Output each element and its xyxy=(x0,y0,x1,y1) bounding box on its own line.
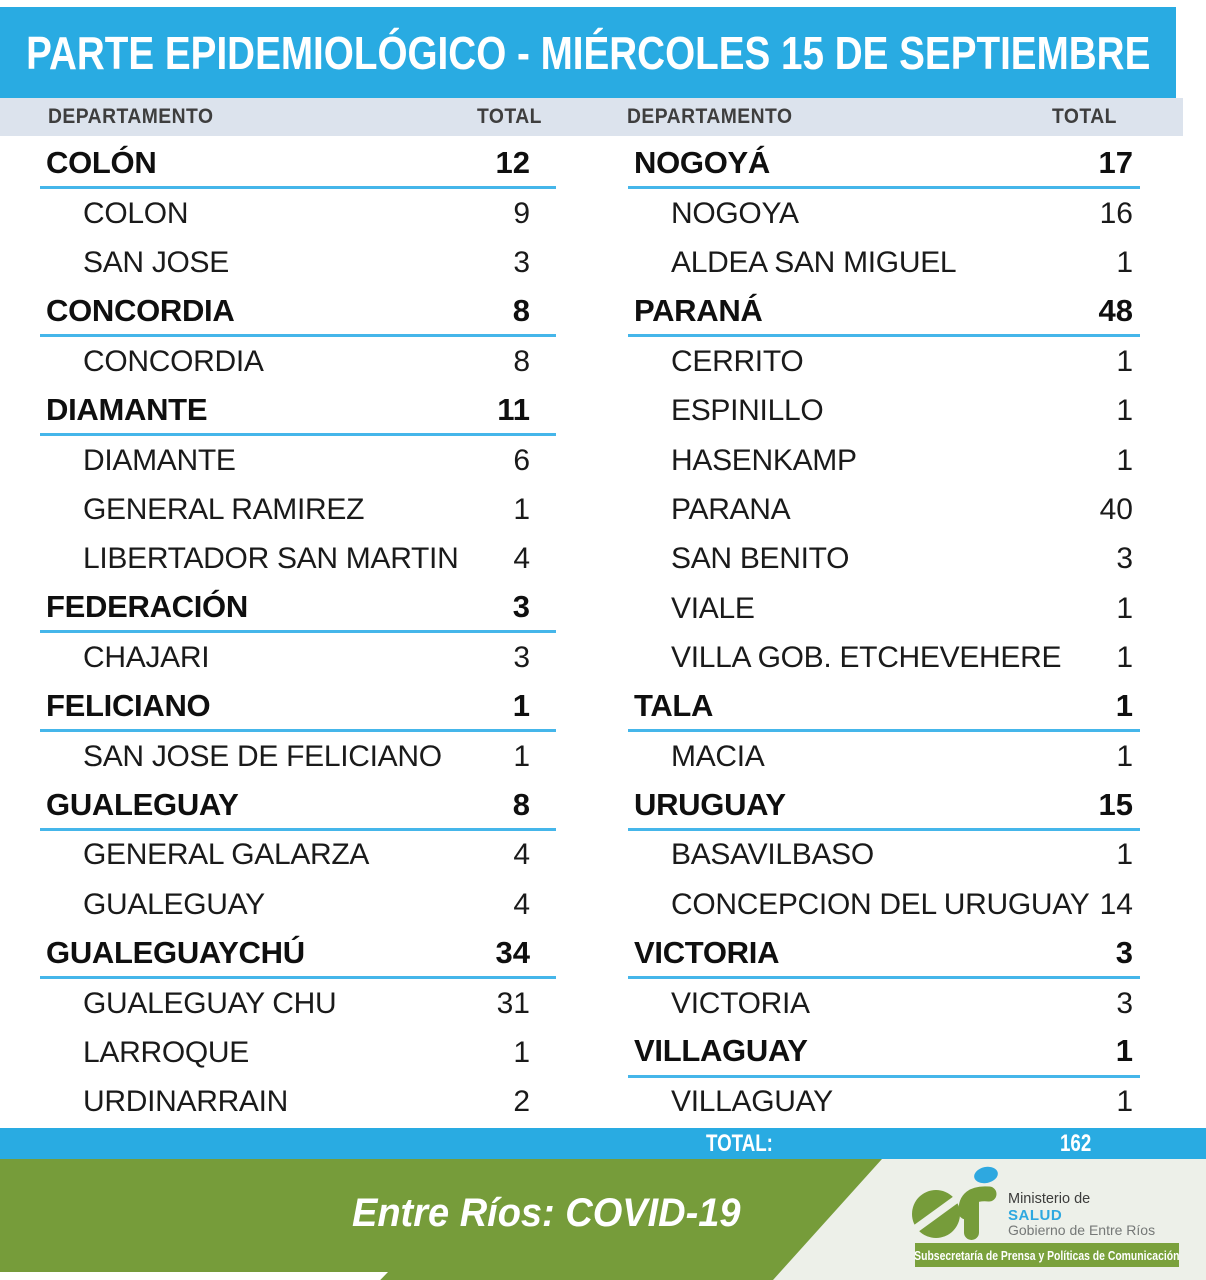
locality-row xyxy=(40,535,556,584)
row-value: 31 xyxy=(496,986,530,1020)
row-value: 1 xyxy=(1116,246,1133,280)
row-value: 8 xyxy=(512,786,530,822)
ministry-line1: Ministerio de xyxy=(1008,1191,1091,1207)
row-label: GUALEGUAYCHÚ xyxy=(46,934,305,970)
department-row xyxy=(628,140,1140,189)
row-value: 4 xyxy=(513,887,530,921)
row-value: 34 xyxy=(495,934,530,970)
department-row xyxy=(40,387,556,436)
locality-row xyxy=(40,436,556,485)
row-label: URUGUAY xyxy=(634,786,786,822)
row-label: URDINARRAIN xyxy=(83,1085,289,1119)
locality-row xyxy=(628,436,1140,485)
department-row xyxy=(40,288,556,337)
row-label: GUALEGUAY CHU xyxy=(83,986,337,1020)
row-label: GENERAL GALARZA xyxy=(83,838,370,872)
row-value: 1 xyxy=(1116,739,1133,773)
row-label: VILLAGUAY xyxy=(634,1033,808,1069)
footer xyxy=(0,1159,1206,1280)
ministry-line2: SALUD xyxy=(1008,1206,1063,1224)
department-row xyxy=(40,140,556,189)
locality-row xyxy=(40,732,556,781)
department-row xyxy=(628,683,1140,732)
row-value: 48 xyxy=(1098,293,1133,329)
locality-row xyxy=(40,880,556,929)
locality-row xyxy=(628,1078,1140,1127)
row-value: 1 xyxy=(1115,1033,1133,1069)
row-label: VILLAGUAY xyxy=(671,1085,833,1119)
row-value: 1 xyxy=(1116,1085,1133,1119)
row-label: CERRITO xyxy=(671,345,804,379)
row-value: 14 xyxy=(1099,887,1133,921)
row-value: 2 xyxy=(513,1085,530,1119)
row-label: PARANÁ xyxy=(634,293,763,329)
footer-banner-text: Entre Ríos: COVID-19 xyxy=(352,1191,741,1235)
locality-row xyxy=(628,387,1140,436)
department-row xyxy=(40,781,556,830)
row-label: SAN JOSE DE FELICIANO xyxy=(83,739,442,773)
column-header-departamento-left: DEPARTAMENTO xyxy=(48,105,214,128)
department-row xyxy=(40,930,556,979)
row-value: 1 xyxy=(1115,687,1133,723)
total-bar xyxy=(0,1128,1206,1159)
row-value: 1 xyxy=(1116,394,1133,428)
title-bar xyxy=(0,7,1176,98)
department-row xyxy=(40,584,556,633)
row-label: VICTORIA xyxy=(671,986,810,1020)
subsecretaria-strip xyxy=(915,1243,1179,1267)
locality-row xyxy=(628,485,1140,534)
row-value: 1 xyxy=(1116,443,1133,477)
row-label: VICTORIA xyxy=(634,934,780,970)
locality-row xyxy=(628,584,1140,633)
table-header-row xyxy=(0,98,1183,136)
row-value: 1 xyxy=(513,739,530,773)
row-label: GUALEGUAY xyxy=(46,786,239,822)
footer-white-notch xyxy=(0,1272,388,1280)
row-value: 1 xyxy=(513,493,530,527)
locality-row xyxy=(40,633,556,682)
row-label: TALA xyxy=(634,687,714,723)
row-value: 17 xyxy=(1098,145,1133,181)
row-label: NOGOYÁ xyxy=(634,145,770,181)
row-value: 1 xyxy=(1116,641,1133,675)
row-label: CONCEPCION DEL URUGUAY xyxy=(671,887,1090,921)
locality-row xyxy=(628,633,1140,682)
row-label: HASENKAMP xyxy=(671,443,857,477)
row-label: SAN JOSE xyxy=(83,246,229,280)
row-value: 11 xyxy=(497,391,530,427)
row-label: ESPINILLO xyxy=(671,394,824,428)
locality-row xyxy=(40,1028,556,1077)
row-value: 3 xyxy=(513,641,530,675)
department-row xyxy=(40,683,556,732)
row-label: VIALE xyxy=(671,591,755,625)
row-label: SAN BENITO xyxy=(671,542,850,576)
locality-row xyxy=(40,831,556,880)
row-label: CONCORDIA xyxy=(83,345,264,379)
row-value: 3 xyxy=(1115,934,1133,970)
row-value: 40 xyxy=(1099,493,1133,527)
department-row xyxy=(628,288,1140,337)
row-value: 8 xyxy=(512,293,530,329)
row-value: 1 xyxy=(1116,591,1133,625)
row-label: COLON xyxy=(83,197,189,231)
row-label: CHAJARI xyxy=(83,641,210,675)
row-label: PARANA xyxy=(671,493,791,527)
row-label: DIAMANTE xyxy=(83,443,236,477)
total-value: 162 xyxy=(1060,1129,1092,1157)
row-value: 6 xyxy=(513,443,530,477)
department-row xyxy=(628,930,1140,979)
locality-row xyxy=(628,831,1140,880)
row-value: 8 xyxy=(513,345,530,379)
locality-row xyxy=(628,979,1140,1028)
row-value: 3 xyxy=(512,589,530,625)
row-label: CONCORDIA xyxy=(46,293,235,329)
row-value: 1 xyxy=(1116,838,1133,872)
locality-row xyxy=(40,189,556,238)
row-label: LIBERTADOR SAN MARTIN xyxy=(83,542,459,576)
row-label: FELICIANO xyxy=(46,687,211,723)
locality-row xyxy=(628,337,1140,386)
subsecretaria-text: Subsecretaría de Prensa y Políticas de Comunicación xyxy=(914,1247,1180,1263)
locality-row xyxy=(40,485,556,534)
row-label: NOGOYA xyxy=(671,197,799,231)
row-label: DIAMANTE xyxy=(46,391,208,427)
row-value: 15 xyxy=(1098,786,1133,822)
table-column-left xyxy=(40,140,556,1127)
page-title: PARTE EPIDEMIOLÓGICO - MIÉRCOLES 15 DE SEPTIEMBRE xyxy=(25,26,1151,79)
ministry-line3: Gobierno de Entre Ríos xyxy=(1008,1222,1156,1238)
ministry-text-block xyxy=(1008,1192,1155,1239)
locality-row xyxy=(40,239,556,288)
department-row xyxy=(628,1028,1140,1077)
locality-row xyxy=(628,732,1140,781)
locality-row xyxy=(40,337,556,386)
row-value: 1 xyxy=(512,687,530,723)
row-label: ALDEA SAN MIGUEL xyxy=(671,246,957,280)
locality-row xyxy=(628,189,1140,238)
locality-row xyxy=(40,1078,556,1127)
row-label: BASAVILBASO xyxy=(671,838,874,872)
locality-row xyxy=(628,535,1140,584)
row-value: 12 xyxy=(495,145,530,181)
row-label: GENERAL RAMIREZ xyxy=(83,493,365,527)
row-value: 1 xyxy=(513,1035,530,1069)
row-value: 3 xyxy=(513,246,530,280)
department-row xyxy=(628,781,1140,830)
row-value: 1 xyxy=(1116,345,1133,379)
row-label: FEDERACIÓN xyxy=(46,589,248,625)
row-label: VILLA GOB. ETCHEVEHERE xyxy=(671,641,1062,675)
row-label: MACIA xyxy=(671,739,765,773)
locality-row xyxy=(628,880,1140,929)
locality-row xyxy=(40,979,556,1028)
table-column-right xyxy=(628,140,1140,1127)
column-header-total-right: TOTAL xyxy=(1052,105,1117,128)
row-value: 16 xyxy=(1099,197,1133,231)
row-value: 3 xyxy=(1116,986,1133,1020)
row-label: COLÓN xyxy=(46,145,157,181)
row-value: 4 xyxy=(513,542,530,576)
column-header-departamento-right: DEPARTAMENTO xyxy=(627,105,793,128)
er-logo-icon xyxy=(912,1164,1004,1244)
row-label: GUALEGUAY xyxy=(83,887,265,921)
total-label: TOTAL: xyxy=(706,1129,773,1157)
row-value: 9 xyxy=(513,197,530,231)
row-value: 3 xyxy=(1116,542,1133,576)
column-header-total-left: TOTAL xyxy=(477,105,542,128)
row-value: 4 xyxy=(513,838,530,872)
locality-row xyxy=(628,239,1140,288)
row-label: LARROQUE xyxy=(83,1035,249,1069)
